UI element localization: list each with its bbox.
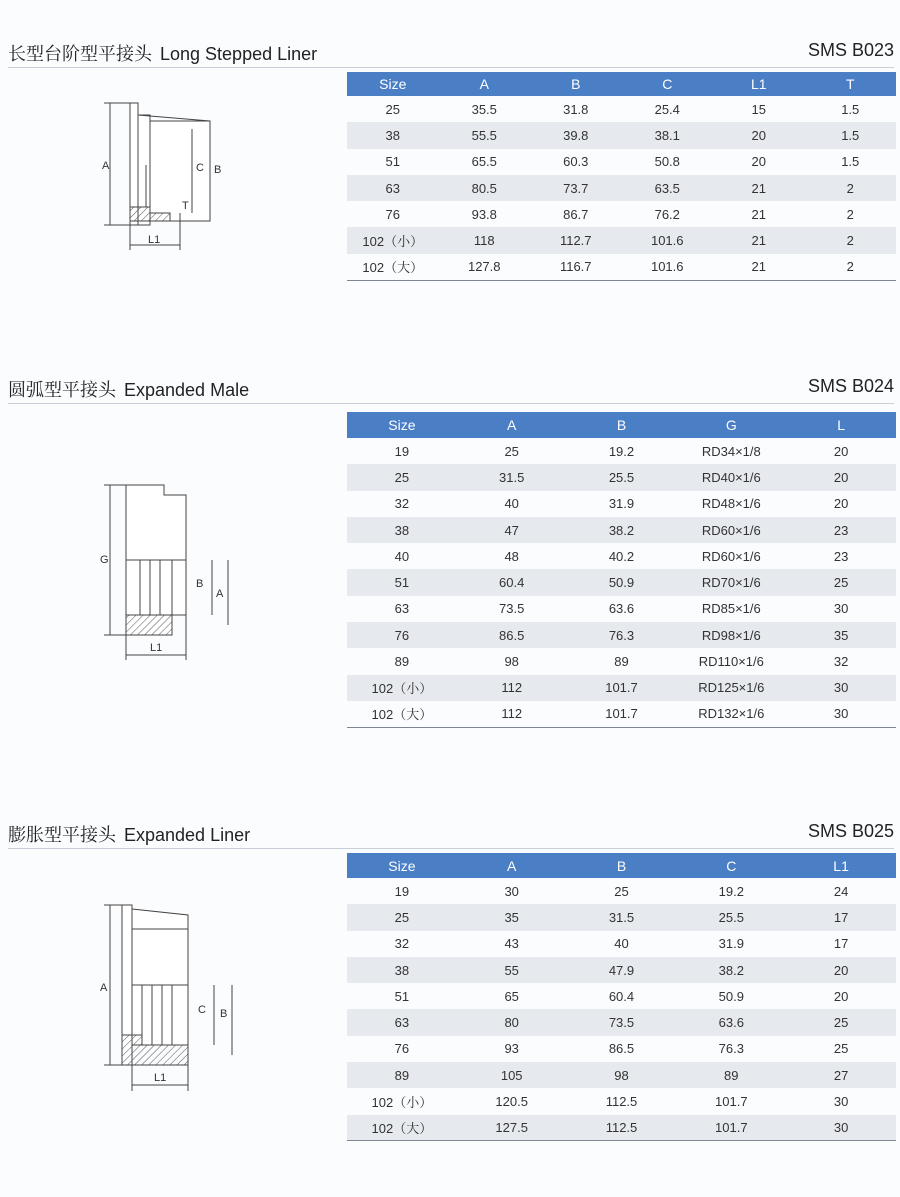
table-row (347, 517, 896, 543)
table-row (347, 1036, 896, 1062)
size-cell: 76 (385, 206, 400, 222)
value-cell: 76.2 (654, 206, 680, 222)
title-cn: 长型台阶型平接头 (8, 44, 152, 64)
table-row (347, 701, 896, 727)
section-title (8, 40, 317, 66)
long-stepped-liner-diagram (90, 95, 240, 255)
table-row (347, 957, 896, 983)
value-cell: 1.5 (841, 101, 860, 117)
title-en: Expanded Male (124, 380, 250, 400)
expanded-liner-diagram (92, 895, 242, 1095)
value-cell: 21 (713, 175, 805, 201)
value-cell: 93 (504, 1041, 519, 1057)
table-row (347, 622, 896, 648)
value-cell: 25.5 (676, 904, 786, 930)
value-cell: 25.5 (567, 464, 677, 490)
size-cell: 89 (347, 1062, 457, 1088)
value-cell: 101.7 (676, 1115, 786, 1141)
header-c: C (676, 853, 786, 878)
section-divider (8, 848, 894, 849)
value-cell: 20 (833, 988, 849, 1004)
value-cell: 20 (833, 443, 849, 459)
value-cell: 23 (833, 548, 849, 564)
value-cell: 24 (833, 883, 849, 899)
dim-label-a: A (102, 160, 110, 172)
value-cell: 65 (504, 988, 519, 1004)
value-cell: 25 (833, 1041, 849, 1057)
value-cell: 112.5 (605, 1094, 638, 1110)
value-cell: 20 (751, 154, 766, 170)
size-cell: 63 (347, 1009, 457, 1035)
size-cell: 32 (394, 496, 410, 512)
value-cell: 73.7 (530, 175, 622, 201)
value-cell: 15 (751, 101, 766, 117)
value-cell: 20 (786, 464, 896, 490)
value-cell: 63.6 (608, 601, 635, 617)
value-cell: 30 (833, 1094, 849, 1110)
table-row (347, 254, 896, 280)
value-cell: 25 (614, 883, 629, 899)
size-cell: 25 (385, 101, 400, 117)
value-cell: 73.5 (567, 1009, 677, 1035)
value-cell: 2 (805, 227, 897, 253)
header-size: Size (347, 853, 457, 878)
value-cell: 23 (786, 517, 896, 543)
value-cell: 73.5 (499, 601, 525, 617)
dim-label-c: C (198, 1004, 206, 1016)
value-cell: 60.4 (457, 569, 567, 595)
value-cell: 30 (786, 701, 896, 727)
value-cell: 93.8 (471, 206, 497, 222)
value-cell: 116.7 (530, 254, 622, 280)
table-row (347, 931, 896, 957)
header-b: B (567, 853, 677, 878)
size-cell: 19 (394, 883, 410, 899)
size-cell: 102（大） (347, 701, 457, 727)
table-row (347, 596, 896, 622)
value-cell: 80.5 (439, 175, 531, 201)
table-row (347, 491, 896, 517)
dim-label-b: B (220, 1008, 228, 1020)
value-cell: 112.7 (530, 227, 622, 253)
value-cell: 118 (439, 227, 531, 253)
value-cell: 40.2 (608, 548, 635, 564)
table-row (347, 122, 896, 148)
dim-label-a: A (216, 588, 224, 600)
value-cell: 25 (504, 443, 519, 459)
spec-table-b023 (347, 72, 896, 281)
value-cell: 19.2 (718, 883, 744, 899)
value-cell: 98 (504, 654, 519, 670)
size-cell: 25 (347, 904, 457, 930)
value-cell: 35 (786, 622, 896, 648)
section-title (8, 376, 249, 402)
expanded-male-diagram (92, 475, 242, 665)
header-b: B (567, 412, 677, 438)
header-l: L (786, 412, 896, 438)
value-cell: 101.7 (715, 1094, 748, 1110)
dim-label-b: B (214, 164, 222, 176)
value-cell: 98 (567, 1062, 677, 1088)
value-cell: 47.9 (567, 957, 677, 983)
value-cell: 17 (786, 904, 896, 930)
value-cell: 38.2 (676, 957, 786, 983)
dim-label-l1: L1 (154, 1072, 167, 1084)
value-cell: 38.2 (567, 517, 677, 543)
size-cell: 63 (394, 601, 410, 617)
value-cell: RD85×1/6 (701, 601, 761, 617)
value-cell: 55 (457, 957, 567, 983)
size-cell: 51 (347, 569, 457, 595)
value-cell: 89 (614, 654, 629, 670)
value-cell: 20 (786, 957, 896, 983)
header-a: A (439, 72, 531, 96)
size-cell: 89 (394, 654, 410, 670)
value-cell: 40 (614, 936, 629, 952)
table-row (347, 569, 896, 595)
value-cell: 60.3 (563, 154, 589, 170)
size-cell: 19 (394, 443, 410, 459)
product-code: SMS B023 (807, 40, 894, 60)
product-code: SMS B024 (807, 376, 894, 396)
value-cell: 20 (833, 496, 849, 512)
header-g: G (676, 412, 786, 438)
value-cell: 39.8 (530, 122, 622, 148)
table-row (347, 1009, 896, 1035)
size-cell: 38 (347, 957, 457, 983)
table-row (347, 149, 896, 175)
header-size: Size (347, 412, 457, 438)
value-cell: 2 (846, 206, 854, 222)
table-header-row (347, 412, 896, 438)
value-cell: 1.5 (841, 154, 860, 170)
table-row (347, 464, 896, 490)
size-cell: 76 (347, 622, 457, 648)
table-header-row (347, 72, 896, 96)
header-l1: L1 (713, 72, 805, 96)
size-cell: 102（小） (347, 227, 439, 253)
value-cell: 112 (457, 701, 567, 727)
value-cell: 112 (457, 675, 567, 701)
size-cell: 25 (347, 464, 457, 490)
size-cell: 51 (385, 154, 400, 170)
value-cell: 30 (786, 1115, 896, 1141)
value-cell: 63.5 (622, 175, 714, 201)
value-cell: 105 (457, 1062, 567, 1088)
header-t: T (805, 72, 897, 96)
value-cell: 63.6 (676, 1009, 786, 1035)
value-cell: RD110×1/6 (698, 654, 764, 670)
value-cell: 35.5 (471, 101, 497, 117)
value-cell: 50.8 (654, 154, 680, 170)
value-cell: 89 (676, 1062, 786, 1088)
spec-table-b024 (347, 412, 896, 728)
size-cell: 76 (394, 1041, 410, 1057)
value-cell: 30 (786, 675, 896, 701)
value-cell: 32 (833, 654, 849, 670)
value-cell: RD125×1/6 (676, 675, 786, 701)
value-cell: 35 (457, 904, 567, 930)
value-cell: 21 (713, 254, 805, 280)
table-row (347, 227, 896, 253)
title-cn: 膨胀型平接头 (8, 825, 116, 845)
size-cell: 32 (394, 936, 410, 952)
value-cell: 38.1 (622, 122, 714, 148)
dim-label-c: C (196, 162, 204, 174)
header-size: Size (347, 72, 439, 96)
value-cell: RD98×1/6 (676, 622, 786, 648)
table-row (347, 983, 896, 1009)
value-cell: 30 (833, 601, 849, 617)
value-cell: 31.5 (567, 904, 677, 930)
value-cell: 112.5 (567, 1115, 677, 1141)
dim-label-a: A (100, 982, 108, 994)
value-cell: 17 (833, 936, 849, 952)
table-row (347, 543, 896, 569)
product-code: SMS B025 (807, 821, 894, 841)
dim-label-g: G (100, 554, 109, 566)
table-row (347, 878, 896, 904)
value-cell: 127.5 (457, 1115, 567, 1141)
value-cell: RD48×1/6 (701, 496, 761, 512)
size-cell: 40 (394, 548, 410, 564)
table-row (347, 1088, 896, 1114)
value-cell: 101.7 (567, 675, 677, 701)
header-l1: L1 (786, 853, 896, 878)
value-cell: 31.9 (608, 496, 635, 512)
value-cell: RD132×1/6 (676, 701, 786, 727)
table-row (347, 648, 896, 674)
size-cell: 38 (347, 122, 439, 148)
value-cell: 101.6 (622, 227, 714, 253)
value-cell: 30 (504, 883, 519, 899)
value-cell: 47 (457, 517, 567, 543)
value-cell: 76.3 (567, 622, 677, 648)
value-cell: 40 (504, 496, 519, 512)
value-cell: 76.3 (718, 1041, 744, 1057)
value-cell: 31.9 (718, 936, 744, 952)
header-b: B (530, 72, 622, 96)
value-cell: 25.4 (654, 101, 680, 117)
value-cell: 31.5 (457, 464, 567, 490)
value-cell: 86.5 (457, 622, 567, 648)
size-cell: 63 (347, 175, 439, 201)
value-cell: 2 (805, 175, 897, 201)
value-cell: 27 (786, 1062, 896, 1088)
table-row (347, 201, 896, 227)
value-cell: 86.7 (563, 206, 589, 222)
value-cell: 31.8 (563, 101, 589, 117)
value-cell: 120.5 (495, 1094, 528, 1110)
value-cell: RD60×1/6 (701, 548, 761, 564)
size-cell: 102（大） (347, 1115, 457, 1141)
header-a: A (457, 853, 567, 878)
size-cell: 38 (347, 517, 457, 543)
value-cell: 48 (504, 548, 519, 564)
table-row (347, 96, 896, 122)
value-cell: 80 (457, 1009, 567, 1035)
value-cell: 101.6 (622, 254, 714, 280)
dim-label-t: T (182, 200, 189, 212)
size-cell: 102（大） (347, 254, 439, 280)
table-row (347, 904, 896, 930)
value-cell: RD40×1/6 (676, 464, 786, 490)
value-cell: 55.5 (439, 122, 531, 148)
value-cell: RD70×1/6 (676, 569, 786, 595)
title-en: Long Stepped Liner (160, 44, 318, 64)
value-cell: 1.5 (805, 122, 897, 148)
value-cell: 65.5 (471, 154, 497, 170)
value-cell: 19.2 (608, 443, 635, 459)
value-cell: 21 (713, 227, 805, 253)
spec-table-b025 (347, 853, 896, 1141)
header-c: C (622, 72, 714, 96)
table-row (347, 175, 896, 201)
table-row (347, 1062, 896, 1088)
value-cell: 2 (805, 254, 897, 280)
header-a: A (457, 412, 567, 438)
value-cell: 43 (504, 936, 519, 952)
value-cell: 20 (713, 122, 805, 148)
size-cell: 102（小） (347, 675, 457, 701)
dim-label-l1: L1 (150, 642, 163, 654)
dim-label-l1: L1 (148, 234, 161, 246)
table-row (347, 438, 896, 464)
section-divider (8, 403, 894, 404)
size-cell: 51 (394, 988, 410, 1004)
table-header-row (347, 853, 896, 878)
section-divider (8, 67, 894, 68)
value-cell: 101.7 (567, 701, 677, 727)
value-cell: 60.4 (608, 988, 635, 1004)
value-cell: RD34×1/8 (701, 443, 761, 459)
dim-label-b: B (196, 578, 204, 590)
title-cn: 圆弧型平接头 (8, 380, 116, 400)
table-row (347, 675, 896, 701)
value-cell: 50.9 (718, 988, 744, 1004)
value-cell: 50.9 (567, 569, 677, 595)
value-cell: 86.5 (608, 1041, 635, 1057)
section-title (8, 821, 250, 847)
value-cell: RD60×1/6 (676, 517, 786, 543)
value-cell: 127.8 (439, 254, 531, 280)
value-cell: 25 (786, 1009, 896, 1035)
value-cell: 21 (751, 206, 766, 222)
value-cell: 25 (786, 569, 896, 595)
size-cell: 102（小） (371, 1095, 433, 1111)
title-en: Expanded Liner (124, 825, 251, 845)
table-row (347, 1115, 896, 1141)
